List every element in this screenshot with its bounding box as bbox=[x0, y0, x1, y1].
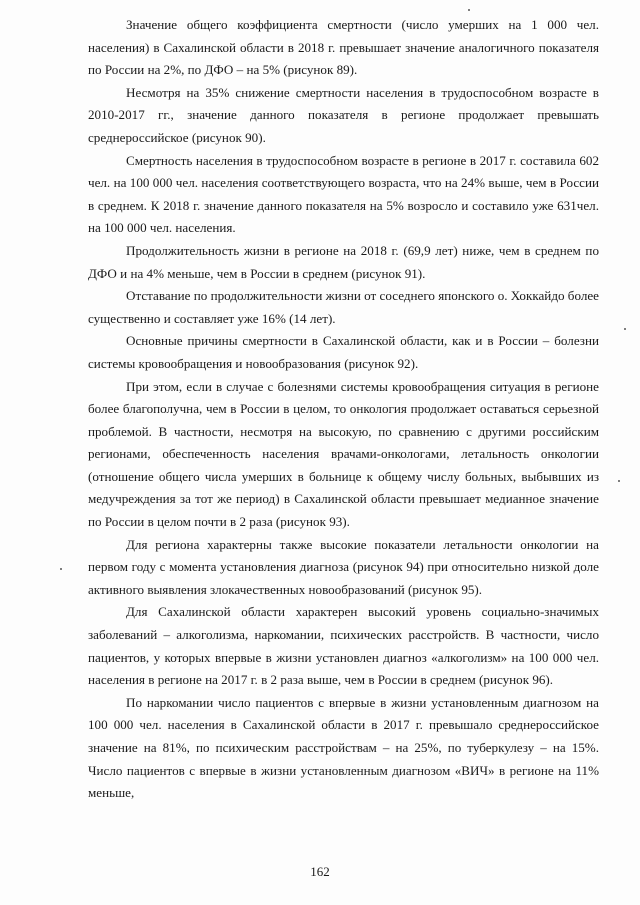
page-number: 162 bbox=[310, 864, 330, 879]
paragraph: При этом, если в случае с болезнями системы кровообращения ситуация в регионе более благополучна, чем в России в целом, то онкология продолжает оставаться серьезной проблемой. В частности, несмотря на высокую, по сравнению с другими российским регионами, обеспеченность населения врачами-онкологами, летальность онкологии (отношение общего числа умерших в больнице к общему числу больных, выбывших из медучреждения за тот же период) в Сахалинской области превышает медианное значение по России в целом почти в 2 раза (рисунок 93). bbox=[88, 378, 599, 530]
scan-speck bbox=[624, 328, 626, 330]
paragraph: Смертность населения в трудоспособном возрасте в регионе в 2017 г. составила 602 чел. на 100 000 чел. населения соответствующего возраста, что на 24% выше, чем в России в среднем. К 2018 г. значение данного показателя на 5% возросло и составило уже 631чел. на 100 000 чел. населения. bbox=[88, 152, 599, 236]
paragraph: Несмотря на 35% снижение смертности населения в трудоспособном возрасте в 2010-2017 гг., значение данного показателя в регионе продолжает превышать среднероссийское (рисунок 90). bbox=[88, 84, 599, 145]
paragraph: Продолжительность жизни в регионе на 2018 г. (69,9 лет) ниже, чем в среднем по ДФО и на 4% меньше, чем в России в среднем (рисунок 91). bbox=[88, 242, 599, 281]
body-text bbox=[88, 14, 599, 805]
paragraph: Для региона характерны также высокие показатели летальности онкологии на первом году с момента установления диагноза (рисунок 94) при относительно низкой доле активного выявления злокачественных новообразований (рисунок 95). bbox=[88, 536, 599, 597]
paragraph: Отставание по продолжительности жизни от соседнего японского о. Хоккайдо более существенно и составляет уже 16% (14 лет). bbox=[88, 288, 599, 326]
paragraph: Для Сахалинской области характерен высокий уровень социально-значимых заболеваний – алкоголизма, наркомании, психических расстройств. В частности, число пациентов, у которых впервые в жизни установлен диагноз «алкоголизм» на 100 000 чел. населения в регионе на 2017 г. в 2 раза выше, чем в России в среднем (рисунок 96). bbox=[88, 604, 599, 688]
paragraph: Основные причины смертности в Сахалинской области, как и в России – болезни системы кровообращения и новообразования (рисунок 92). bbox=[88, 333, 599, 371]
scan-speck bbox=[60, 568, 62, 570]
paragraph: По наркомании число пациентов с впервые в жизни установленным диагнозом на 100 000 чел. населения в Сахалинской области в 2017 г. превышало среднероссийское значение на 81%, по психическим расстройствам – на 25%, по туберкулезу – на 15%. Число пациентов с впервые в жизни установленным диагнозом «ВИЧ» в регионе на 11% меньше, bbox=[88, 694, 599, 801]
scan-speck bbox=[468, 9, 470, 11]
scan-speck bbox=[618, 480, 620, 482]
paragraph: Значение общего коэффициента смертности (число умерших на 1 000 чел. населения) в Сахалинской области в 2018 г. превышает значение аналогичного показателя по России на 2%, по ДФО – на 5% (рисунок 89). bbox=[88, 17, 599, 78]
